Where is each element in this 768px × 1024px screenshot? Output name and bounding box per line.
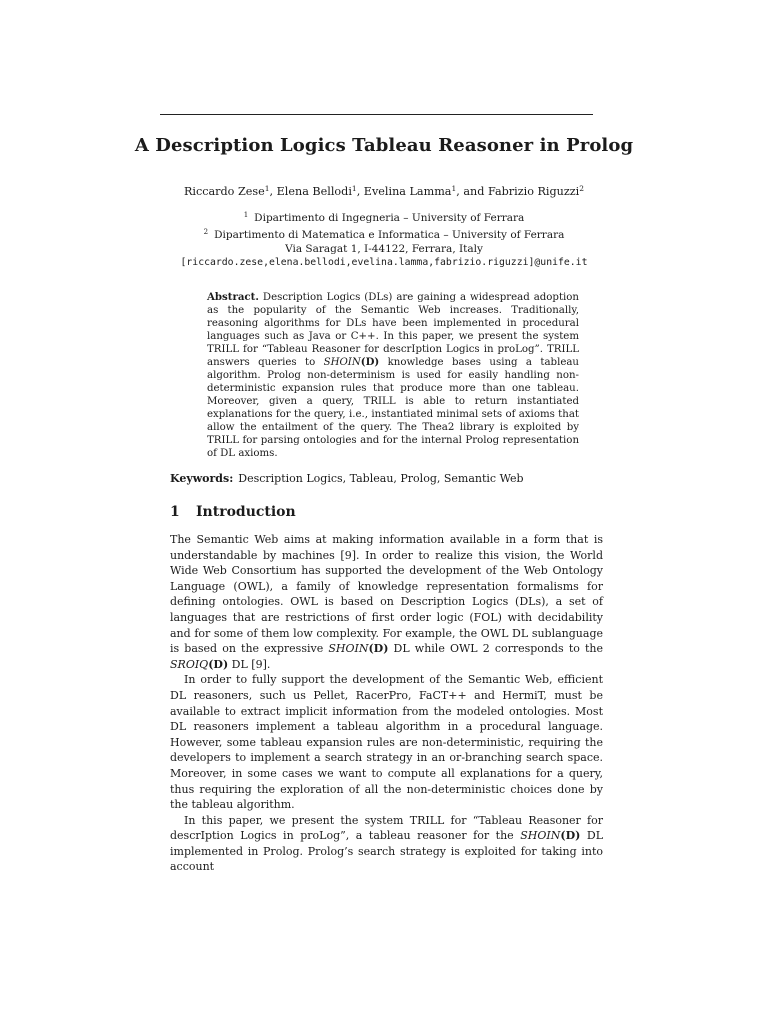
keywords-text: Description Logics, Tableau, Prolog, Semantic Web bbox=[238, 472, 524, 485]
dl-name: SROIQ bbox=[170, 657, 209, 671]
author-name: , Elena Bellodi bbox=[269, 185, 352, 198]
affiliation-line: $^2$ Dipartimento di Matematica e Informatica – University of Ferrara bbox=[203, 228, 565, 241]
paragraph: The Semantic Web aims at making information available in a form that is understandable by machines [9]. In order to realize this vision, the World Wide Web Consortium has supported the development of the Web Ontology Language (OWL), a family of knowledge representation formalisms for defining ontologies. OWL is based on Description Logics (DLs), a set of languages that are restrictions of first order logic (FOL) with decidability and for some of them low complexity. For example, the OWL DL sublanguage is based on the expressive SHOIN(D) DL while OWL 2 corresponds to the SROIQ(D) DL [9]. bbox=[170, 533, 603, 671]
email-line: [riccardo.zese,elena.bellodi,evelina.lamma,fabrizio.riguzzi]@unife.it bbox=[180, 257, 588, 268]
paragraph: In order to fully support the development of the Semantic Web, efficient DL reasoners, such us Pellet, RacerPro, FaCT++ and HermiT, must be available to extract implicit information from the modeled ontologies. Most DL reasoners implement a tableau algorithm in a procedural language. However, some tableau expansion rules are non-deterministic, requiring the developers to implement a search strategy in an or-branching search space. Moreover, in some cases we want to compute all explanations for a query, thus requiring the exploration of all the non-deterministic choices done by the tableau algorithm. bbox=[170, 673, 603, 812]
affiliation-mark: 1 bbox=[351, 184, 357, 193]
keywords-label: Keywords: bbox=[170, 472, 234, 485]
abstract-label: Abstract. bbox=[207, 291, 259, 303]
top-rule bbox=[160, 114, 593, 115]
author-name: Riccardo Zese bbox=[183, 185, 265, 198]
section-title: Introduction bbox=[196, 504, 296, 520]
abstract-text: knowledge bases using a tableau algorithm. Prolog non-determinism is used for easily handling non-deterministic expansion rules that produce more than one tableau. Moreover, given a query, TRILL is able to return instantiated explanations for the query, i.e., instantiated minimal sets of axioms that allow the entailment of the query. The Thea2 library is exploited by TRILL for parsing ontologies and for the internal Prolog representation of DL axioms. bbox=[207, 357, 579, 459]
abstract-text: Description Logics (DLs) are gaining a widespread adoption as the popularity of the Semantic Web increases. Traditionally, reasoning algorithms for DLs have been implemented in procedural languages such as Java or C++. In this paper, we present the system TRILL for “Tableau Reasoner for descrIption Logics in proLog”. TRILL answers queries to bbox=[207, 292, 579, 368]
dl-name: SHOIN bbox=[323, 357, 361, 368]
dl-suffix: (D) bbox=[208, 657, 229, 671]
affiliation-mark: 1 bbox=[264, 184, 270, 193]
paper-title: A Description Logics Tableau Reasoner in Prolog bbox=[134, 135, 634, 156]
affiliation-mark: 2 bbox=[579, 184, 585, 193]
section-number: 1 bbox=[170, 504, 180, 520]
affiliation-line: $^1$ Dipartimento di Ingegneria – University of Ferrara bbox=[243, 211, 525, 224]
address-line: Via Saragat 1, I-44122, Ferrara, Italy bbox=[285, 243, 483, 255]
author-name: , Evelina Lamma bbox=[356, 185, 452, 198]
abstract bbox=[207, 291, 579, 460]
dl-suffix: (D) bbox=[360, 356, 380, 368]
affiliation-mark: 1 bbox=[451, 184, 457, 193]
dl-name: SHOIN bbox=[520, 829, 561, 843]
body-text bbox=[170, 532, 603, 875]
affiliations bbox=[0, 208, 768, 270]
dl-suffix: (D) bbox=[560, 829, 581, 843]
author-list bbox=[0, 184, 768, 198]
paragraph: In this paper, we present the system TRILL for “Tableau Reasoner for descrIption Logics in proLog”, a tableau reasoner for the SHOIN(D) DL implemented in Prolog. Prolog’s search strategy is exploited for taking into account bbox=[170, 813, 603, 874]
author-name: , and Fabrizio Riguzzi bbox=[456, 185, 580, 198]
section-heading bbox=[170, 504, 603, 520]
dl-name: SHOIN bbox=[328, 642, 369, 656]
keywords bbox=[170, 472, 603, 485]
dl-suffix: (D) bbox=[368, 642, 389, 656]
